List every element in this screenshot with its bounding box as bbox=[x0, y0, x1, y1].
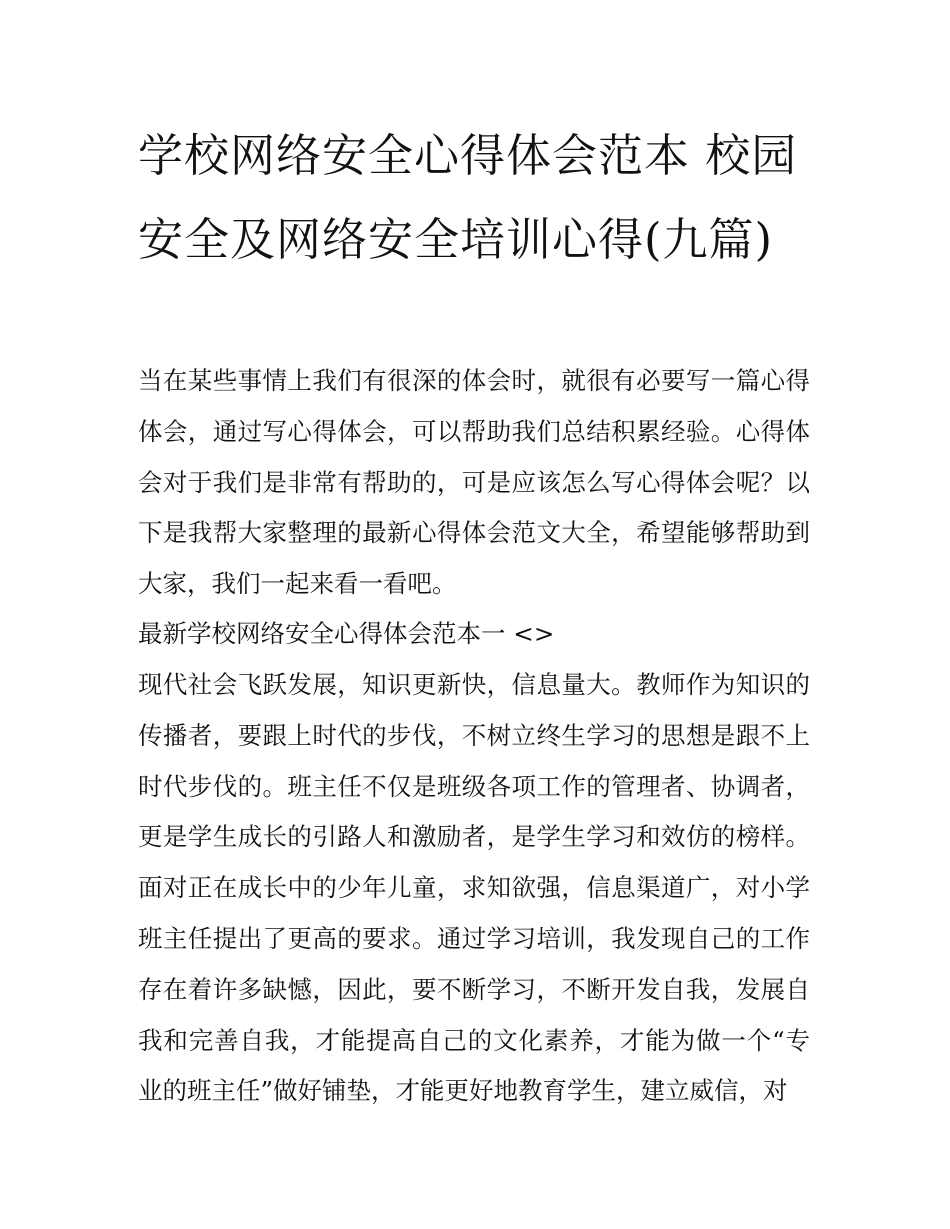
intro-paragraph: 当在某些事情上我们有很深的体会时，就很有必要写一篇心得体会，通过写心得体会，可以帮助我们总结积累经验。心得体会对于我们是非常有帮助的，可是应该怎么写心得体会呢？以下是我帮大家整理的最新心得体会范文大全，希望能够帮助到大家，我们一起来看一看吧。 bbox=[138, 366, 810, 599]
section-heading: 最新学校网络安全心得体会范本一 <> bbox=[138, 619, 555, 648]
section-paragraph: 现代社会飞跃发展，知识更新快，信息量大。教师作为知识的传播者，要跟上时代的步伐，不树立终生学习的思想是跟不上时代步伐的。班主任不仅是班级各项工作的管理者、协调者，更是学生成长的引路人和激励者，是学生学习和效仿的榜样。面对正在成长中的少年儿童，求知欲强，信息渠道广，对小学班主任提出了更高的要求。通过学习培训，我发现自己的工作存在着许多缺憾，因此，要不断学习，不断开发自我，发展自我和完善自我，才能提高自己的文化素养，才能为做一个“专业的班主任”做好铺垫，才能更好地教育学生，建立威信，对 bbox=[138, 670, 810, 1106]
document-title: 学校网络安全心得体会范本 校园安全及网络安全培训心得(九篇) bbox=[138, 129, 798, 266]
